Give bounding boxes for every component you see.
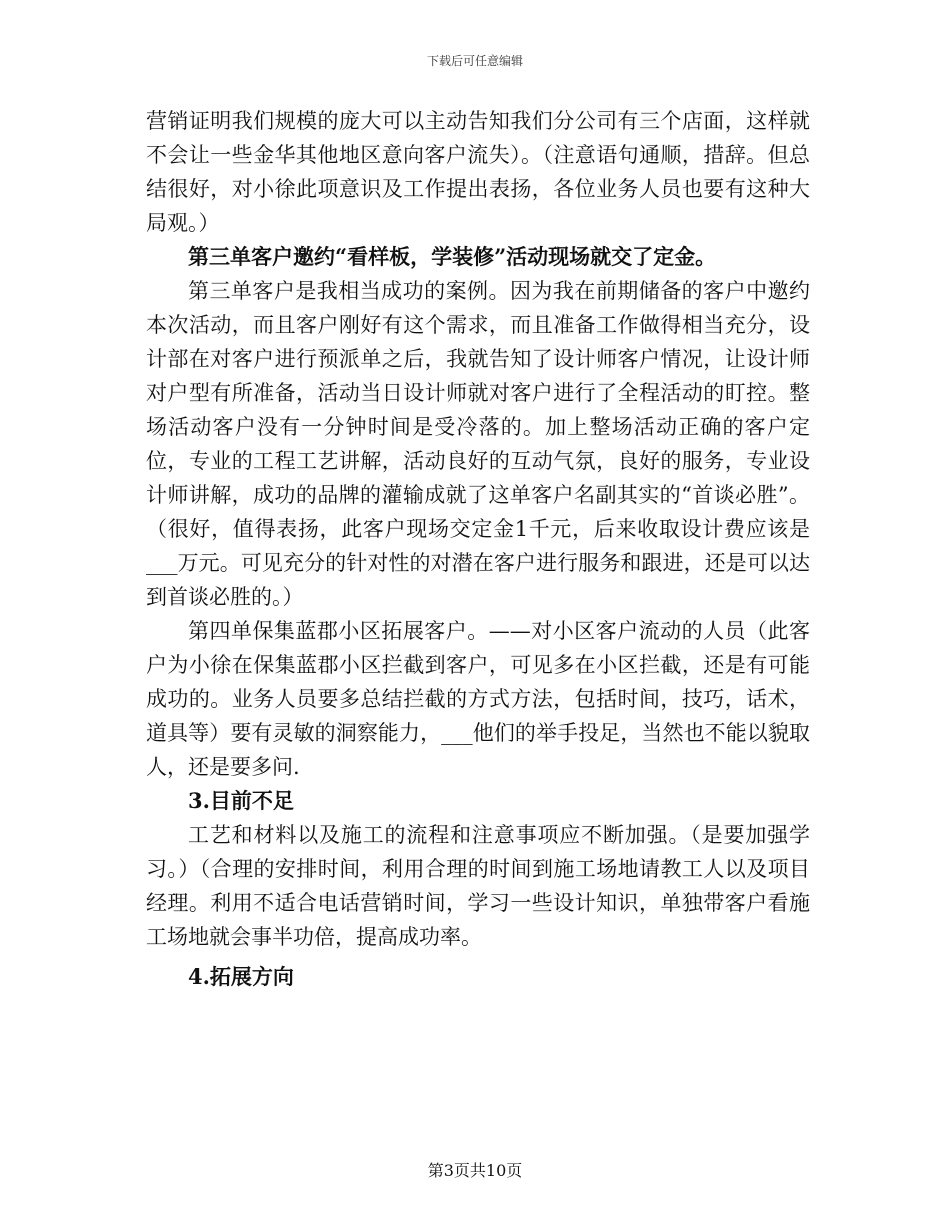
paragraph-continuation: 营销证明我们规模的庞大可以主动告知我们分公司有三个店面，这样就不会让一些金华其他地区意向客户流失）。（注意语句通顺，措辞。但总结很好，对小徐此项意识及工作提出表扬，各位业务人员也要有这种大局观。） <box>146 109 810 235</box>
paragraph-third-client: 第三单客户是我相当成功的案例。因为我在前期储备的客户中邀约本次活动，而且客户刚好有这个需求，而且准备工作做得相当充分，设计部在对客户进行预派单之后，我就告知了设计师客户情况，让设计师对户型有所准备，活动当日设计师就对客户进行了全程活动的盯控。整场活动客户没有一分钟时间是受冷落的。加上整场活动正确的客户定位，专业的工程工艺讲解，活动良好的互动气氛，良好的服务，专业设计师讲解，成功的品牌的灌输成就了这单客户名副其实的“首谈必胜”。（很好，值得表扬，此客户现场交定金1千元，后来收取设计费应该是___万元。可见充分的针对性的对潜在客户进行服务和跟进，还是可以达到首谈必胜的。） <box>146 279 810 609</box>
paragraph-fourth-client: 第四单保集蓝郡小区拓展客户。——对小区客户流动的人员（此客户为小徐在保集蓝郡小区拦截到客户，可见多在小区拦截，还是有可能成功的。业务人员要多总结拦截的方式方法，包括时间，技巧，话术，道具等）要有灵敏的洞察能力，___他们的举手投足，当然也不能以貌取人，还是要多问. <box>146 619 810 779</box>
document-body <box>146 104 810 994</box>
page-header: 下载后可任意编辑 <box>426 54 523 68</box>
heading-shortcomings: 3.目前不足 <box>188 788 294 813</box>
paragraph-shortcomings: 工艺和材料以及施工的流程和注意事项应不断加强。（是要加强学习。）（合理的安排时间，利用合理的时间到施工场地请教工人以及项目经理。利用不适合电话营销时间，学习一些设计知识，单独带客户看施工场地就会事半功倍，提高成功率。 <box>146 823 810 949</box>
page-footer: 第3页共10页 <box>427 1161 523 1180</box>
heading-expansion-direction: 4.拓展方向 <box>188 964 294 989</box>
heading-third-client: 第三单客户邀约“看样板，学装修”活动现场就交了定金。 <box>188 244 717 269</box>
